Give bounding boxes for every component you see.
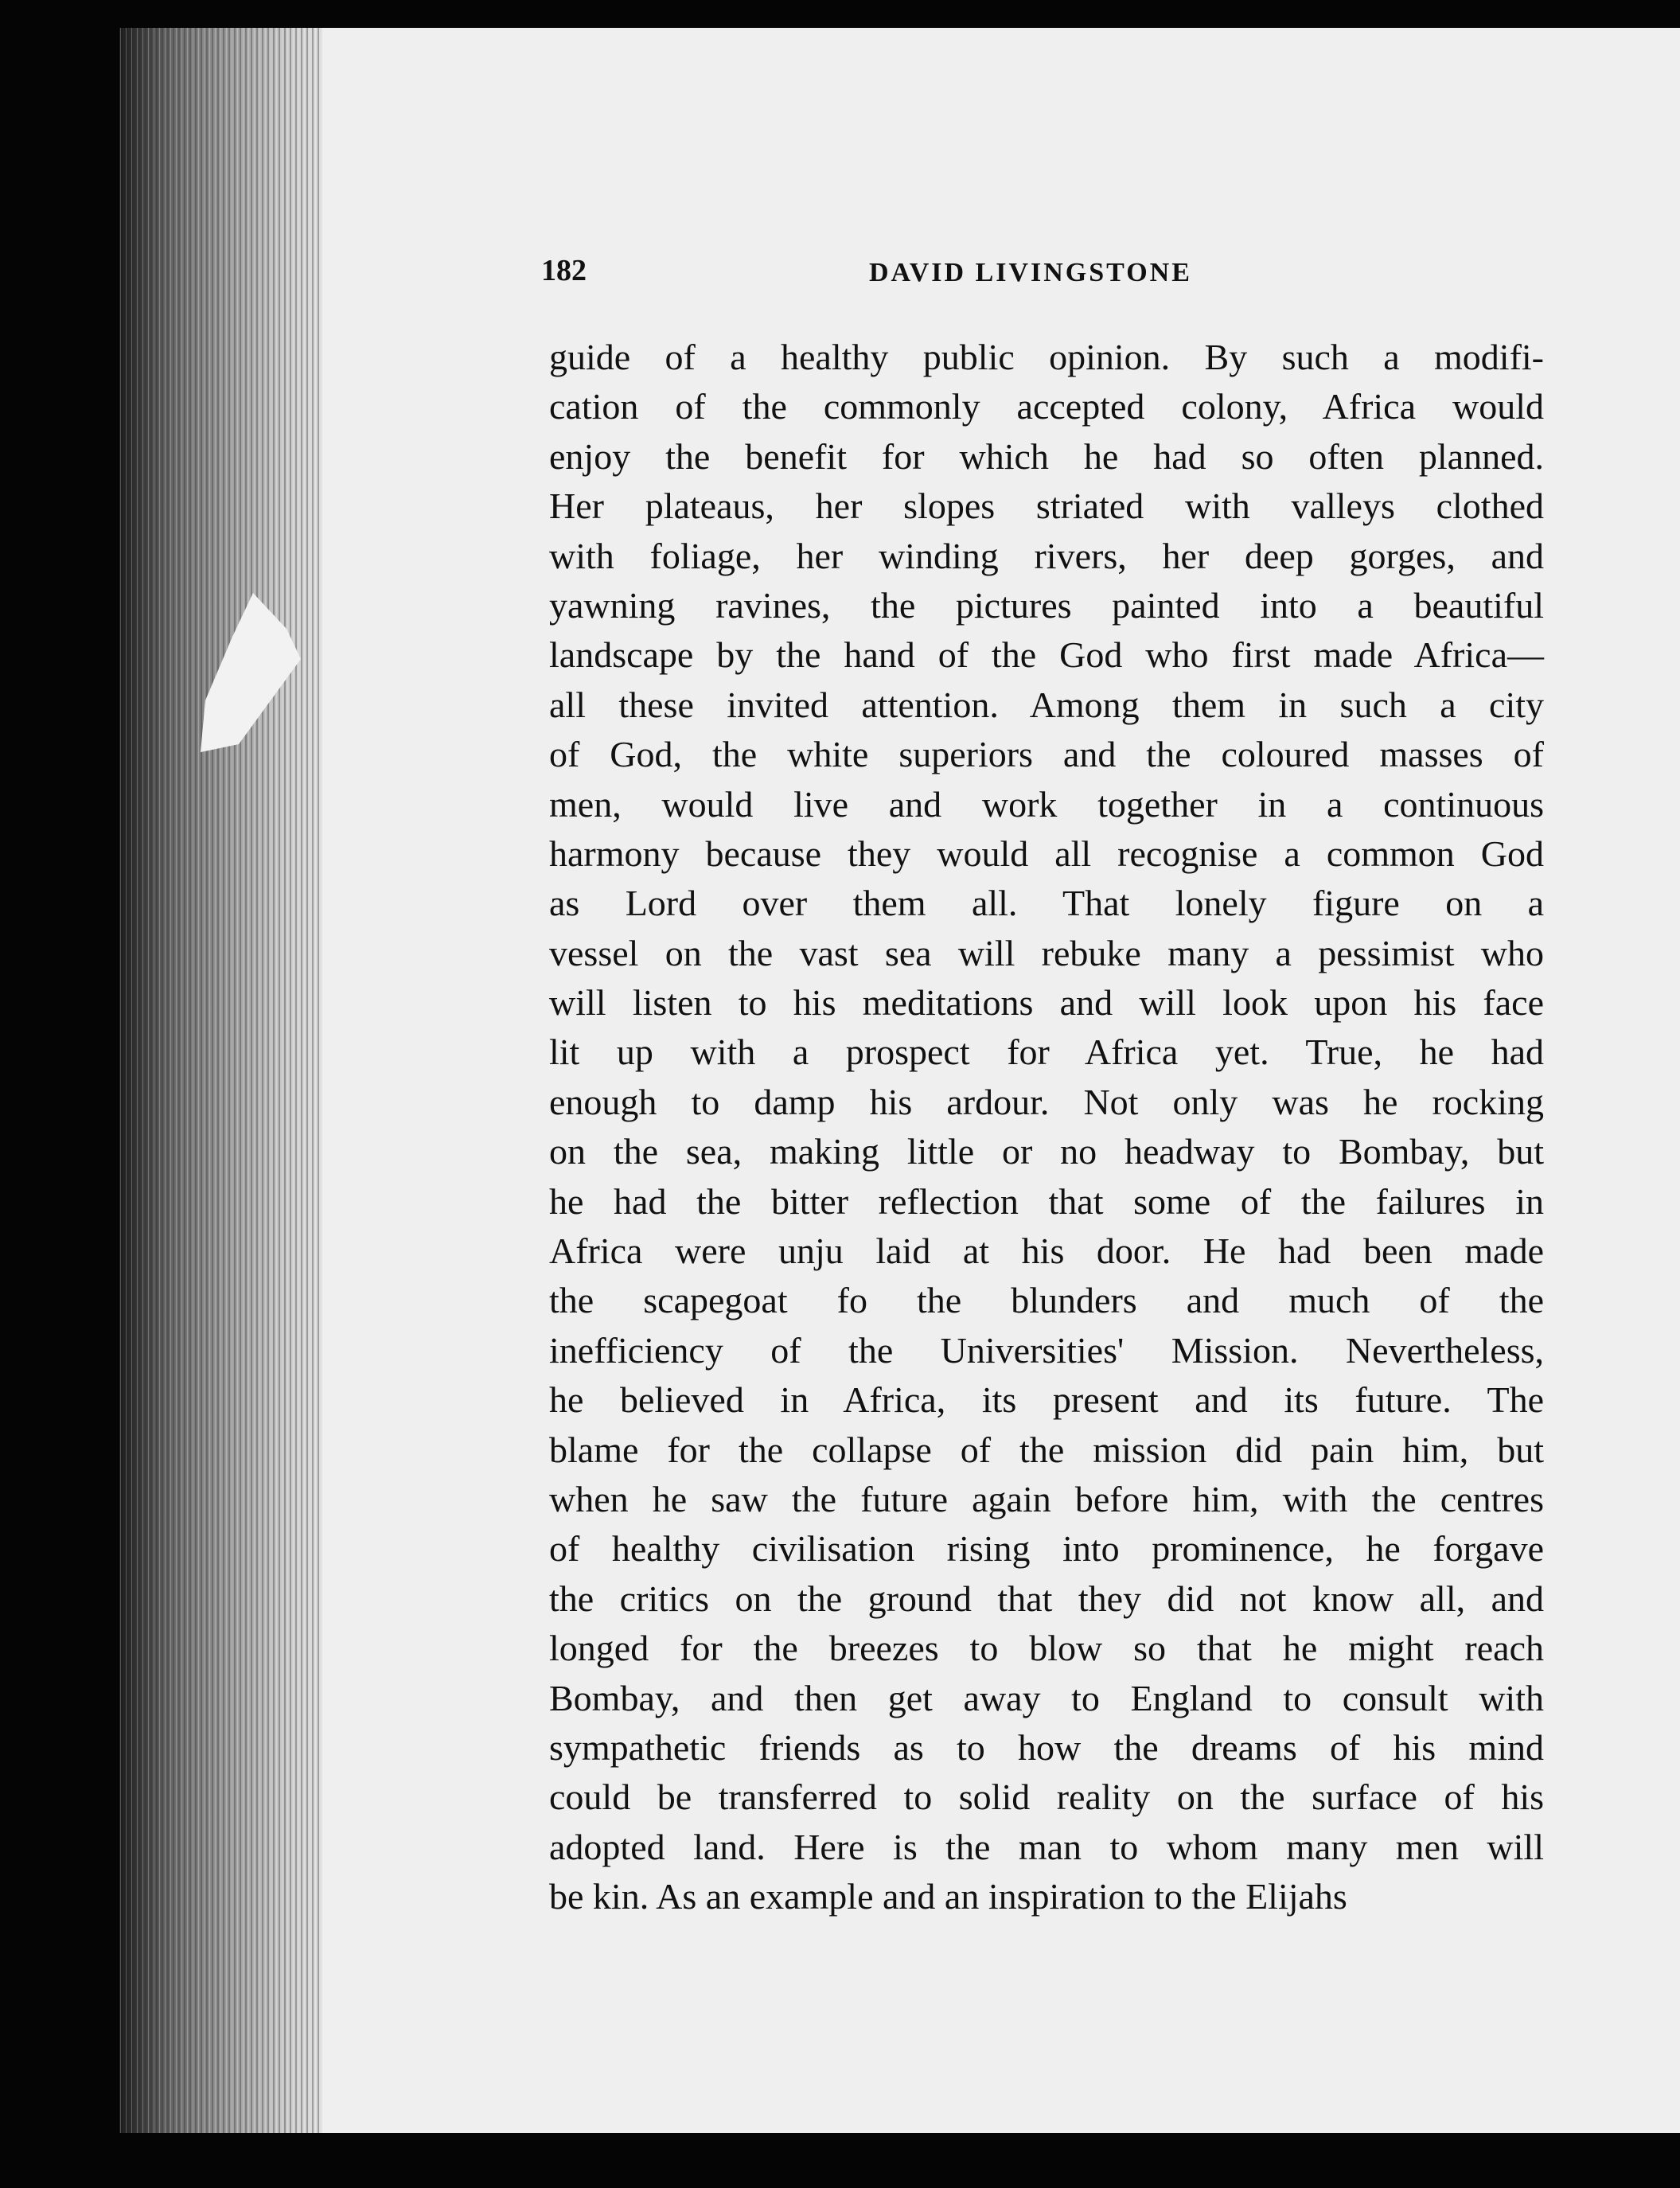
text-line: inefficiency of the Universities' Mission. Nevertheless, bbox=[549, 1329, 1544, 1371]
text-line: sympathetic friends as to how the dreams of his mind bbox=[549, 1726, 1544, 1768]
text-line: will listen to his meditations and will look upon his face bbox=[549, 982, 1544, 1024]
text-line: all these invited attention. Among them in such a city bbox=[549, 684, 1544, 725]
text-line: blame for the collapse of the mission did pain him, but bbox=[549, 1429, 1544, 1470]
text-line: enough to damp his ardour. Not only was he rocking bbox=[549, 1081, 1544, 1122]
text-line: longed for the breezes to blow so that he might reach bbox=[549, 1628, 1544, 1669]
text-line: Bombay, and then get away to England to consult with bbox=[549, 1677, 1544, 1718]
text-line: adopted land. Here is the man to whom many men will bbox=[549, 1826, 1544, 1867]
text-line: lit up with a prospect for Africa yet. True, he had bbox=[549, 1032, 1544, 1073]
running-head bbox=[541, 253, 1552, 293]
text-line: cation of the commonly accepted colony, Africa would bbox=[549, 386, 1544, 427]
text-line: harmony because they would all recognise a common God bbox=[549, 833, 1544, 874]
text-line: guide of a healthy public opinion. By such a modifi- bbox=[549, 337, 1544, 377]
text-line: landscape by the hand of the God who first made Africa— bbox=[549, 634, 1544, 676]
text-line: as Lord over them all. That lonely figure on a bbox=[549, 883, 1544, 924]
text-line: of healthy civilisation rising into prominence, he forgave bbox=[549, 1528, 1544, 1570]
text-line: of God, the white superiors and the coloured masses of bbox=[549, 734, 1544, 775]
running-title: DAVID LIVINGSTONE bbox=[869, 258, 1192, 287]
text-line: the scapegoat fo the blunders and much of the bbox=[549, 1280, 1544, 1321]
page-edge bbox=[119, 28, 334, 2133]
text-line: he believed in Africa, its present and its future. The bbox=[549, 1379, 1544, 1421]
text-line: with foliage, her winding rivers, her deep gorges, and bbox=[549, 535, 1544, 576]
text-line: Her plateaus, her slopes striated with valleys clothed bbox=[549, 486, 1544, 527]
text-line: the critics on the ground that they did not know all, and bbox=[549, 1578, 1544, 1619]
text-line: could be transferred to solid reality on the surface of his bbox=[549, 1777, 1544, 1818]
body-text bbox=[549, 333, 1544, 1922]
text-line: when he saw the future again before him, with the centres bbox=[549, 1478, 1544, 1519]
text-line: yawning ravines, the pictures painted into a beautiful bbox=[549, 584, 1544, 626]
text-line: enjoy the benefit for which he had so often planned. bbox=[549, 435, 1544, 477]
text-line: be kin. As an example and an inspiration to the Elijahs bbox=[549, 1876, 1347, 1917]
text-line: on the sea, making little or no headway to Bombay, but bbox=[549, 1131, 1544, 1172]
text-line: he had the bitter reflection that some of the failures in bbox=[549, 1180, 1544, 1222]
text-line: men, would live and work together in a continuous bbox=[549, 783, 1544, 825]
page-number: 182 bbox=[541, 254, 587, 287]
text-line: Africa were unju laid at his door. He had been made bbox=[549, 1231, 1544, 1272]
text-line: vessel on the vast sea will rebuke many a pessimist who bbox=[549, 932, 1544, 973]
